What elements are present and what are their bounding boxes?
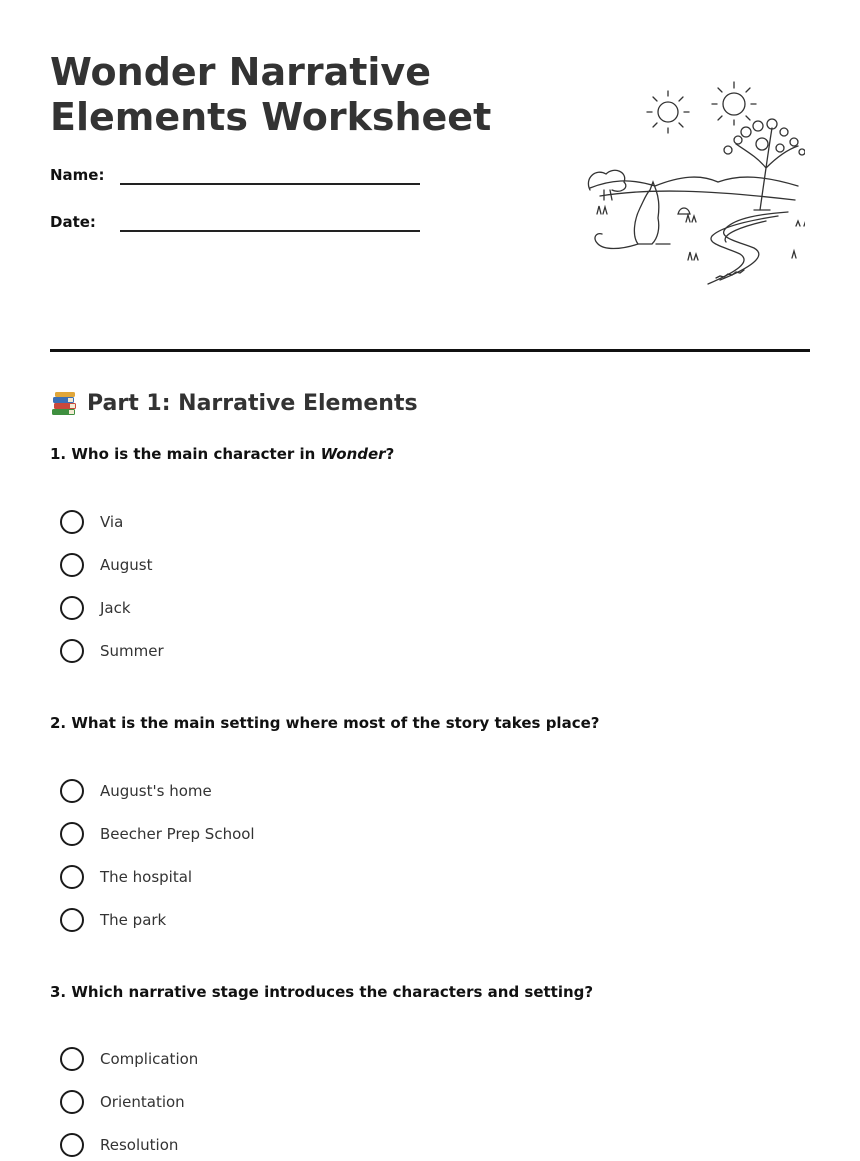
- books-icon: [50, 390, 78, 418]
- date-label: Date:: [50, 213, 96, 231]
- section-divider: [50, 349, 810, 352]
- radio-button[interactable]: [60, 1133, 84, 1157]
- radio-button[interactable]: [60, 596, 84, 620]
- radio-button[interactable]: [60, 1090, 84, 1114]
- landscape-illustration: [540, 78, 805, 290]
- q2-option-4[interactable]: [60, 905, 460, 935]
- q1-option-2[interactable]: [60, 550, 460, 580]
- name-label: Name:: [50, 166, 105, 184]
- radio-button[interactable]: [60, 908, 84, 932]
- q1-option-1-label: Via: [100, 513, 124, 531]
- question-1-book-title: Wonder: [320, 445, 386, 463]
- question-2: 2. What is the main setting where most of the story takes place?: [50, 714, 600, 732]
- radio-button[interactable]: [60, 865, 84, 889]
- q3-option-3-label: Resolution: [100, 1136, 179, 1154]
- part1-heading: [50, 388, 418, 420]
- q3-option-3[interactable]: [60, 1130, 460, 1160]
- radio-button[interactable]: [60, 822, 84, 846]
- radio-button[interactable]: [60, 510, 84, 534]
- part1-heading-text: Part 1: Narrative Elements: [87, 391, 418, 416]
- q2-option-4-label: The park: [100, 911, 167, 929]
- date-line[interactable]: [120, 230, 420, 232]
- question-1: [50, 444, 394, 464]
- q1-option-4-label: Summer: [100, 642, 164, 660]
- q3-option-2-label: Orientation: [100, 1093, 185, 1111]
- q2-option-3-label: The hospital: [100, 868, 193, 886]
- radio-button[interactable]: [60, 1047, 84, 1071]
- question-3: 3. Which narrative stage introduces the characters and setting?: [50, 983, 594, 1001]
- q2-option-2[interactable]: [60, 819, 460, 849]
- q3-option-1[interactable]: [60, 1044, 460, 1074]
- q3-option-1-label: Complication: [100, 1050, 199, 1068]
- q2-option-2-label: Beecher Prep School: [100, 825, 255, 843]
- date-row: [50, 213, 430, 243]
- worksheet-page: [50, 0, 810, 1161]
- title-line-1: Wonder Narrative: [50, 50, 431, 94]
- radio-button[interactable]: [60, 779, 84, 803]
- q1-option-1[interactable]: [60, 507, 460, 537]
- q1-option-3[interactable]: [60, 593, 460, 623]
- name-line[interactable]: [120, 183, 420, 185]
- q1-option-4[interactable]: [60, 636, 460, 666]
- q3-option-2[interactable]: [60, 1087, 460, 1117]
- q2-option-3[interactable]: [60, 862, 460, 892]
- q2-option-1-label: August's home: [100, 782, 212, 800]
- title-line-2: Elements Worksheet: [50, 95, 492, 139]
- question-1-suffix: ?: [385, 445, 395, 463]
- radio-button[interactable]: [60, 639, 84, 663]
- worksheet-title: [50, 50, 510, 140]
- q2-option-1[interactable]: [60, 776, 460, 806]
- q1-option-3-label: Jack: [100, 599, 131, 617]
- question-1-prefix: 1. Who is the main character in: [50, 445, 321, 463]
- q1-option-2-label: August: [100, 556, 153, 574]
- radio-button[interactable]: [60, 553, 84, 577]
- name-row: [50, 166, 430, 196]
